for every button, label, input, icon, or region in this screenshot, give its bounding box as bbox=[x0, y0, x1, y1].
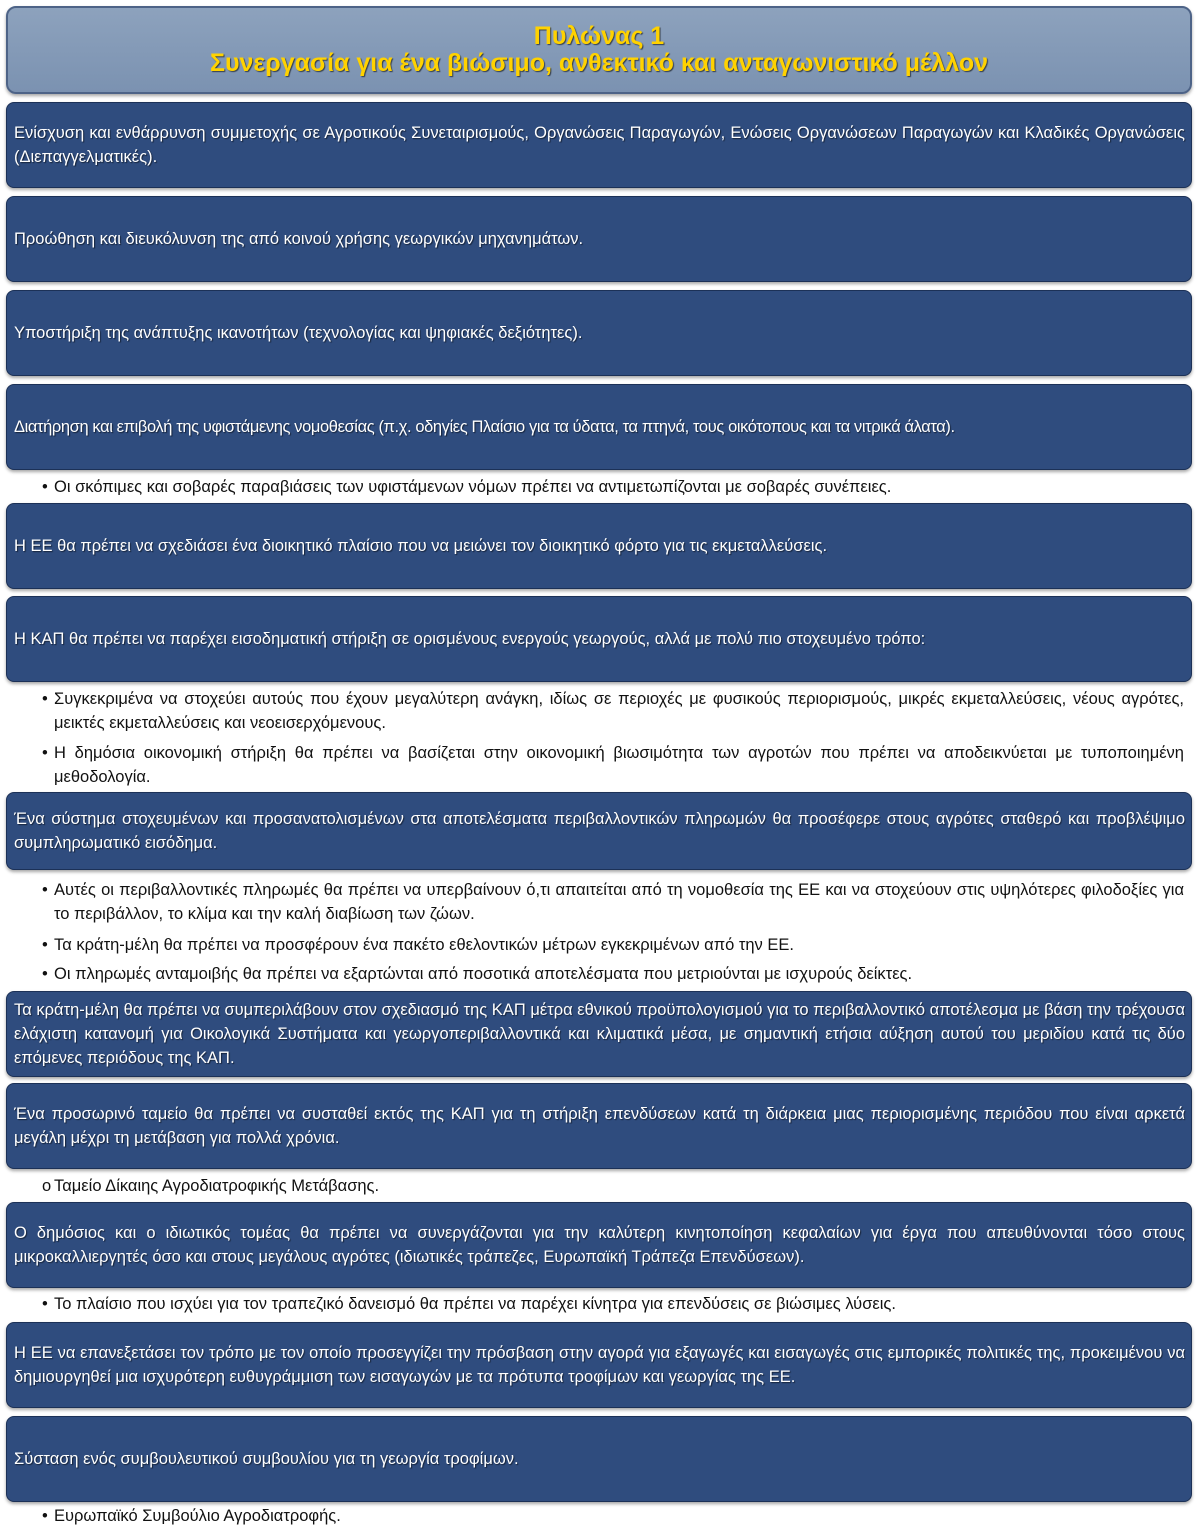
bullet-text: Συγκεκριμένα να στοχεύει αυτούς που έχουν μεγαλύτερη ανάγκη, ιδίως σε περιοχές με φυσικούς περιορισμούς, μικρές εκμεταλλεύσεις, νέους αγρότες, μεικτές εκμεταλλεύσεις και νεοεισερχόμενους. bbox=[54, 690, 1184, 732]
measure-box bbox=[6, 384, 1192, 470]
pillar-number: Πυλώνας 1 bbox=[533, 22, 665, 50]
sub-bullet bbox=[42, 1174, 1184, 1198]
bullet-mark: • bbox=[42, 965, 48, 983]
measure-text: Ένα σύστημα στοχευμένων και προσανατολισμένων στα αποτελέσματα περιβαλλοντικών πληρωμών θα προσέφερε στους αγρότες σταθερό και προβλέψιμο συμπληρωματικό εισόδημα. bbox=[14, 810, 1185, 852]
measure-text: Τα κράτη-μέλη θα πρέπει να συμπεριλάβουν στον σχεδιασμό της ΚΑΠ μέτρα εθνικού προϋπολογισμού για το περιβαλλοντικό αποτέλεσμα με βάση την τρέχουσα ελάχιστη κατανομή για Οικολογικά Συστήματα και γεωργοπεριβαλλοντικά και κλιματικά μέσα, με σημαντική ετήσια αύξηση αυτού του μεριδίου κατά τις δύο επόμενες περιόδους της ΚΑΠ. bbox=[14, 1001, 1185, 1067]
sub-bullet bbox=[42, 687, 1184, 735]
measure-text: Η ΕΕ θα πρέπει να σχεδιάσει ένα διοικητικό πλαίσιο που να μειώνει τον διοικητικό φόρτο για τις εκμεταλλεύσεις. bbox=[14, 537, 828, 555]
measure-box bbox=[6, 1322, 1192, 1408]
measure-box bbox=[6, 290, 1192, 376]
pillar-header bbox=[6, 6, 1192, 94]
bullet-text: Τα κράτη-μέλη θα πρέπει να προσφέρουν ένα πακέτο εθελοντικών μέτρων εγκεκριμένων από την ΕΕ. bbox=[54, 936, 794, 954]
bullet-mark: • bbox=[42, 1295, 48, 1313]
sub-bullet bbox=[42, 741, 1184, 789]
sub-bullet bbox=[42, 1292, 1184, 1316]
measure-text: Προώθηση και διευκόλυνση της από κοινού χρήσης γεωργικών μηχανημάτων. bbox=[14, 230, 584, 248]
bullet-mark: o bbox=[42, 1177, 52, 1195]
measure-box bbox=[6, 792, 1192, 870]
measure-text: Η ΚΑΠ θα πρέπει να παρέχει εισοδηματική στήριξη σε ορισμένους ενεργούς γεωργούς, αλλά με πολύ πιο στοχευμένο τρόπο: bbox=[14, 630, 926, 648]
measure-text: Σύσταση ενός συμβουλευτικού συμβουλίου για τη γεωργία τροφίμων. bbox=[14, 1450, 519, 1468]
bullet-mark: • bbox=[42, 1507, 48, 1525]
measure-box bbox=[6, 1083, 1192, 1169]
sub-bullet bbox=[42, 1504, 1184, 1528]
bullet-text: Ευρωπαϊκό Συμβούλιο Αγροδιατροφής. bbox=[54, 1507, 341, 1525]
measure-text: Η ΕΕ να επανεξετάσει τον τρόπο με τον οποίο προσεγγίζει την πρόσβαση στην αγορά για εξαγωγές και εισαγωγές στις εμπορικές πολιτικές της, προκειμένου να δημιουργηθεί μια ισχυρότερη ευθυγράμμιση των εισαγωγών με τα πρότυπα τροφίμων και γεωργίας της ΕΕ. bbox=[14, 1344, 1185, 1386]
measure-text: Ένα προσωρινό ταμείο θα πρέπει να συσταθεί εκτός της ΚΑΠ για τη στήριξη επενδύσεων κατά τη διάρκεια μιας περιορισμένης περιόδου που είναι αρκετά μεγάλη μέχρι τη μετάβαση για πολλά χρόνια. bbox=[14, 1105, 1185, 1147]
bullet-text: Αυτές οι περιβαλλοντικές πληρωμές θα πρέπει να υπερβαίνουν ό,τι απαιτείται από τη νομοθεσία της ΕΕ και να στοχεύουν στις υψηλότερες φιλοδοξίες για το περιβάλλον, το κλίμα και την καλή διαβίωση των ζώων. bbox=[54, 881, 1184, 923]
measure-text: Ενίσχυση και ενθάρρυνση συμμετοχής σε Αγροτικούς Συνεταιρισμούς, Οργανώσεις Παραγωγών, Ενώσεις Οργανώσεων Παραγωγών και Κλαδικές Οργανώσεις (Διεπαγγελματικές). bbox=[14, 124, 1185, 166]
sub-bullet bbox=[42, 962, 1184, 986]
measure-box bbox=[6, 1202, 1192, 1288]
bullet-mark: • bbox=[42, 478, 48, 496]
bullet-text: Η δημόσια οικονομική στήριξη θα πρέπει να βασίζεται στην οικονομική βιωσιμότητα των αγροτών που πρέπει να αποδεικνύεται με τυποποιημένη μεθοδολογία. bbox=[54, 744, 1184, 786]
bullet-text: Οι πληρωμές ανταμοιβής θα πρέπει να εξαρτώνται από ποσοτικά αποτελέσματα που μετριούνται με ισχυρούς δείκτες. bbox=[54, 965, 913, 983]
bullet-text: Οι σκόπιμες και σοβαρές παραβιάσεις των υφιστάμενων νόμων πρέπει να αντιμετωπίζονται με σοβαρές συνέπειες. bbox=[54, 478, 892, 496]
measure-text: Ο δημόσιος και ο ιδιωτικός τομέας θα πρέπει να συνεργάζονται για την καλύτερη κινητοποίηση κεφαλαίων για έργα που απευθύνονται τόσο στους μικροκαλλιεργητές όσο και στους μεγάλους αγρότες (ιδιωτικές τράπεζες, Ευρωπαϊκή Τράπεζα Επενδύσεων). bbox=[14, 1224, 1185, 1266]
measure-text: Διατήρηση και επιβολή της υφιστάμενης νομοθεσίας (π.χ. οδηγίες Πλαίσιο για τα ύδατα, τα πτηνά, τους οικότοπους και τα νιτρικά άλατα). bbox=[14, 418, 955, 436]
bullet-mark: • bbox=[42, 881, 48, 899]
measure-text: Υποστήριξη της ανάπτυξης ικανοτήτων (τεχνολογίας και ψηφιακές δεξιότητες). bbox=[14, 324, 583, 342]
bullet-text: Το πλαίσιο που ισχύει για τον τραπεζικό δανεισμό θα πρέπει να παρέχει κίνητρα για επενδύσεις σε βιώσιμες λύσεις. bbox=[54, 1295, 896, 1313]
sub-bullet bbox=[42, 933, 1184, 957]
measure-box bbox=[6, 596, 1192, 682]
bullet-mark: • bbox=[42, 936, 48, 954]
measure-box bbox=[6, 102, 1192, 188]
bullet-mark: • bbox=[42, 690, 48, 708]
bullet-text: Ταμείο Δίκαιης Αγροδιατροφικής Μετάβασης. bbox=[54, 1177, 380, 1195]
measure-box bbox=[6, 1416, 1192, 1502]
bullet-mark: • bbox=[42, 744, 48, 762]
measure-box bbox=[6, 196, 1192, 282]
sub-bullet bbox=[42, 475, 1184, 499]
sub-bullet bbox=[42, 878, 1184, 926]
measure-box bbox=[6, 503, 1192, 589]
pillar-title: Συνεργασία για ένα βιώσιμο, ανθεκτικό και ανταγωνιστικό μέλλον bbox=[209, 49, 989, 77]
measure-box bbox=[6, 991, 1192, 1077]
